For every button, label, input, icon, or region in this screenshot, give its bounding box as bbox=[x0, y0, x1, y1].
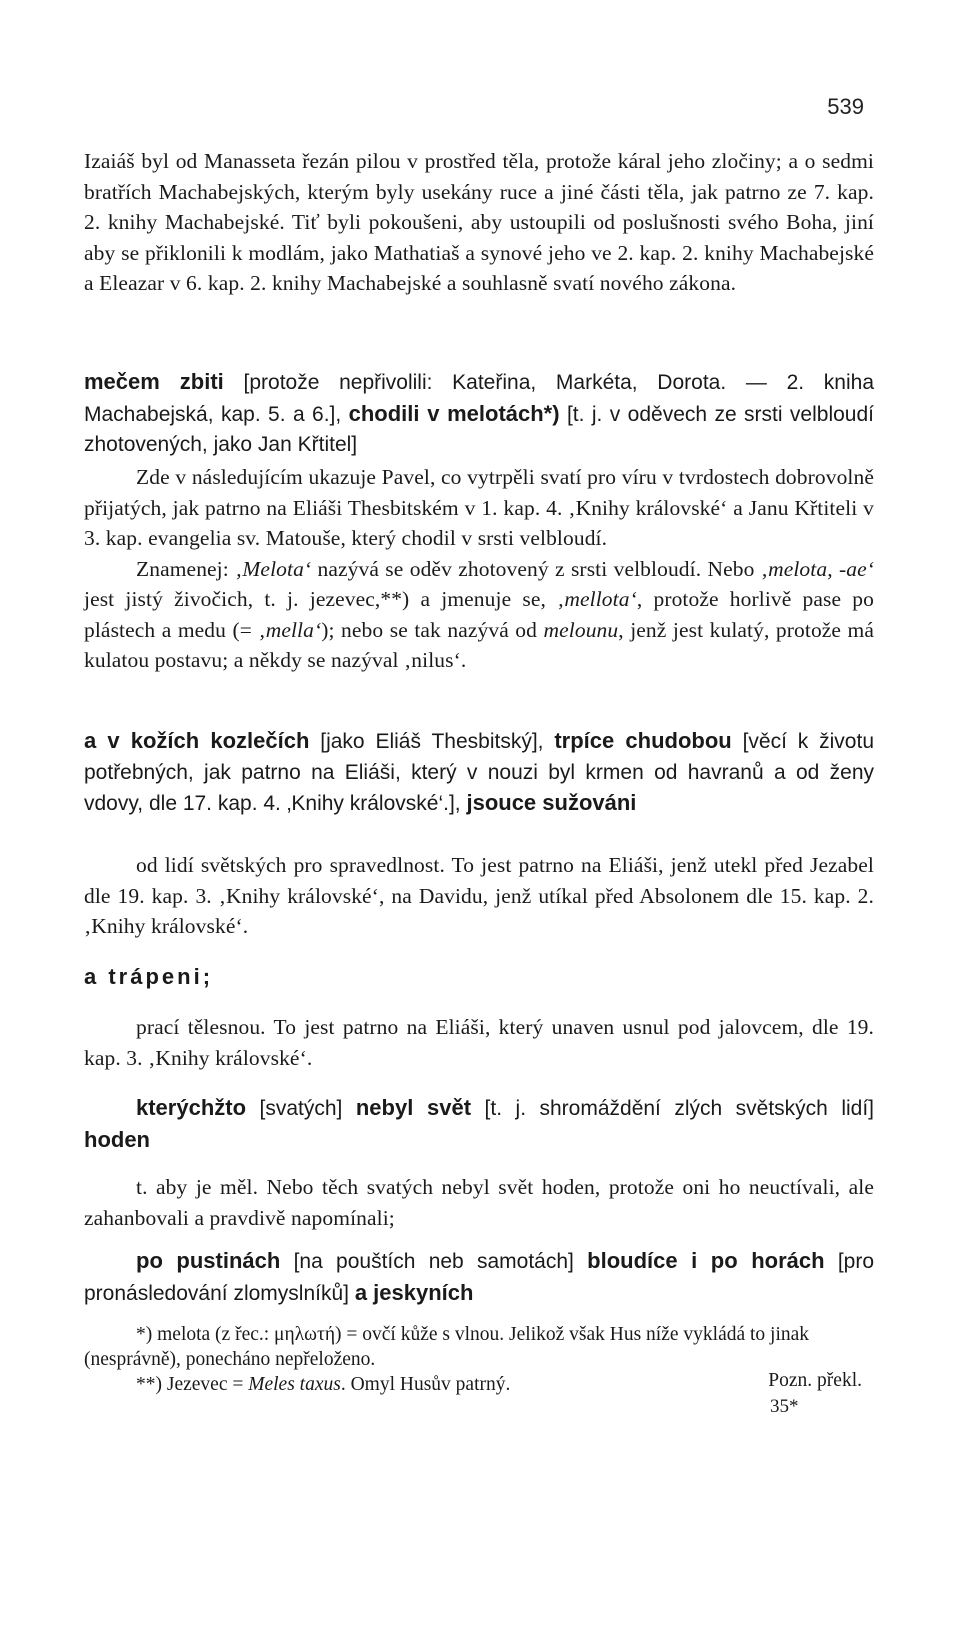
footnote-1: *) melota (z řec.: μηλωτή) = ovčí kůže s vlnou. Jelikož však Hus níže vykládá to jinak (nesprávně), ponecháno nepřeloženo. bbox=[84, 1324, 810, 1370]
footnote-2 bbox=[84, 1372, 644, 1397]
scripture-bold: hoden bbox=[84, 1126, 150, 1152]
paragraph-2a-text: Zde v následujícím ukazuje Pavel, co vytrpěli svatí pro víru v tvrdostech dobrovolně přijatých, jak patrno na Eliáši Thesbitském v 1. kap. 4. ‚Knihy královské‘ a Janu Křtiteli v 3. kap. evangelia sv. Matouše, který chodil v srsti velbloudí. bbox=[84, 465, 874, 550]
paragraph-1-text: Izaiáš byl od Manasseta řezán pilou v prostřed těla, protože káral jeho zločiny; a o sedmi bratřích Machabejských, kterým byly usekány ruce a jiné části těla, jak patrno ze 7. kap. 2. knihy Machabejské. Tiť byli pokoušeni, aby ustoupili od poslušnosti svého Boha, jiní aby se přiklonili k modlám, jako Mathatiaš a synové jeho ve 2. kap. 2. knihy Machabejské a Eleazar v 6. kap. 2. knihy Machabejské a souhlasně svatí nového zákona. bbox=[84, 149, 874, 295]
scripture-segment-2 bbox=[84, 726, 874, 820]
translator-note-signature: Pozn. překl. bbox=[768, 1370, 862, 1391]
scripture-bold: kterýchžto bbox=[136, 1095, 247, 1120]
text-run: **) Jezevec = bbox=[136, 1374, 249, 1395]
scripture-bold: trpíce chudobou bbox=[554, 728, 732, 753]
text-run: jest jistý živočich, t. j. jezevec,**) a jmenuje se, bbox=[84, 587, 558, 611]
text-run: ); nebo se tak nazývá od bbox=[321, 617, 544, 642]
page-number: 539 bbox=[827, 94, 864, 119]
scripture-segment-3 bbox=[84, 962, 874, 994]
text-run: nazývá se oděv zhotovený z srsti velbloudí. Nebo bbox=[311, 556, 761, 581]
scripture-bold: chodili v melotách*) bbox=[348, 400, 560, 426]
paragraph-4 bbox=[84, 1012, 874, 1073]
scripture-bold: po pustinách bbox=[136, 1248, 281, 1273]
scripture-bold: bloudíce i po horách bbox=[587, 1248, 825, 1273]
italic-term: Meles taxus bbox=[248, 1374, 341, 1395]
paragraph-2 bbox=[84, 462, 874, 676]
italic-term: melounu bbox=[543, 617, 619, 642]
paragraph-5-text: t. aby je měl. Nebo těch svatých nebyl svět hoden, protože oni ho neuctívali, ale zahanbovali a pravdivě napomínali; bbox=[84, 1175, 874, 1230]
scripture-gloss: [na pouštích neb samotách] bbox=[280, 1250, 588, 1273]
paragraph-3 bbox=[84, 850, 874, 942]
scripture-bold: nebyl svět bbox=[355, 1095, 472, 1120]
paragraph-2b-text bbox=[84, 554, 874, 676]
scripture-bold: a jeskyních bbox=[354, 1279, 474, 1305]
scripture-bold: a trápeni; bbox=[84, 964, 214, 989]
text-run: , jenž jest kulatý, protože má kulatou postavu; a někdy se nazýval ‚nilus‘. bbox=[84, 617, 875, 672]
scripture-bold: mečem zbiti bbox=[84, 369, 224, 394]
scripture-bold: jsouce sužováni bbox=[466, 790, 637, 815]
scripture-segment-5 bbox=[84, 1246, 874, 1309]
text-run: Znamenej: bbox=[136, 556, 236, 581]
sheet-signature-mark: 35* bbox=[770, 1396, 799, 1417]
scripture-segment-4 bbox=[84, 1093, 874, 1156]
scripture-bold: a v kožích kozlečích bbox=[84, 728, 310, 753]
scripture-gloss: [pro pronásledování zlomyslníků] bbox=[84, 1250, 875, 1305]
italic-term: ‚mella‘ bbox=[258, 617, 322, 642]
scripture-segment-1 bbox=[84, 367, 874, 461]
text-run: . Omyl Husův patrný. bbox=[340, 1374, 511, 1395]
italic-term: ‚melota, -ae‘ bbox=[760, 556, 874, 581]
paragraph-5 bbox=[84, 1172, 874, 1233]
paragraph-4-text: prací tělesnou. To jest patrno na Eliáši, který unaven usnul pod jalovcem, dle 19. kap. 3. ‚Knihy královské‘. bbox=[84, 1015, 874, 1070]
italic-term: ‚Melota‘ bbox=[235, 556, 312, 581]
scripture-gloss: [svatých] bbox=[246, 1097, 356, 1120]
scripture-gloss: [t. j. v oděvech ze srsti velbloudí zhotovených, jako Jan Křtitel] bbox=[84, 402, 874, 456]
scripture-gloss: [t. j. shromáždění zlých světských lidí] bbox=[471, 1097, 875, 1120]
italic-term: ‚mellota‘ bbox=[557, 587, 637, 611]
text-run: , protože horlivě pase po plástech a medu (= bbox=[84, 587, 874, 642]
scripture-gloss: [jako Eliáš Thesbitský], bbox=[309, 730, 555, 753]
paragraph-1 bbox=[84, 146, 874, 299]
paragraph-3-text: od lidí světských pro spravedlnost. To jest patrno na Eliáši, jenž utekl před Jezabel dle 19. kap. 3. ‚Knihy královské‘, na Davidu, jenž utíkal před Absolonem dle 15. kap. 2. ‚Knihy královské‘. bbox=[84, 853, 874, 938]
scripture-gloss: [věcí k životu potřebných, jak patrno na Eliáši, který v nouzi byl krmen od havranů a od ženy vdovy, dle 17. kap. 4. ‚Knihy královské‘.], bbox=[84, 730, 875, 815]
scripture-gloss: [protože nepřivolili: Kateřina, Markéta, Dorota. — 2. kniha Machabejská, kap. 5. a 6.], bbox=[84, 371, 874, 426]
